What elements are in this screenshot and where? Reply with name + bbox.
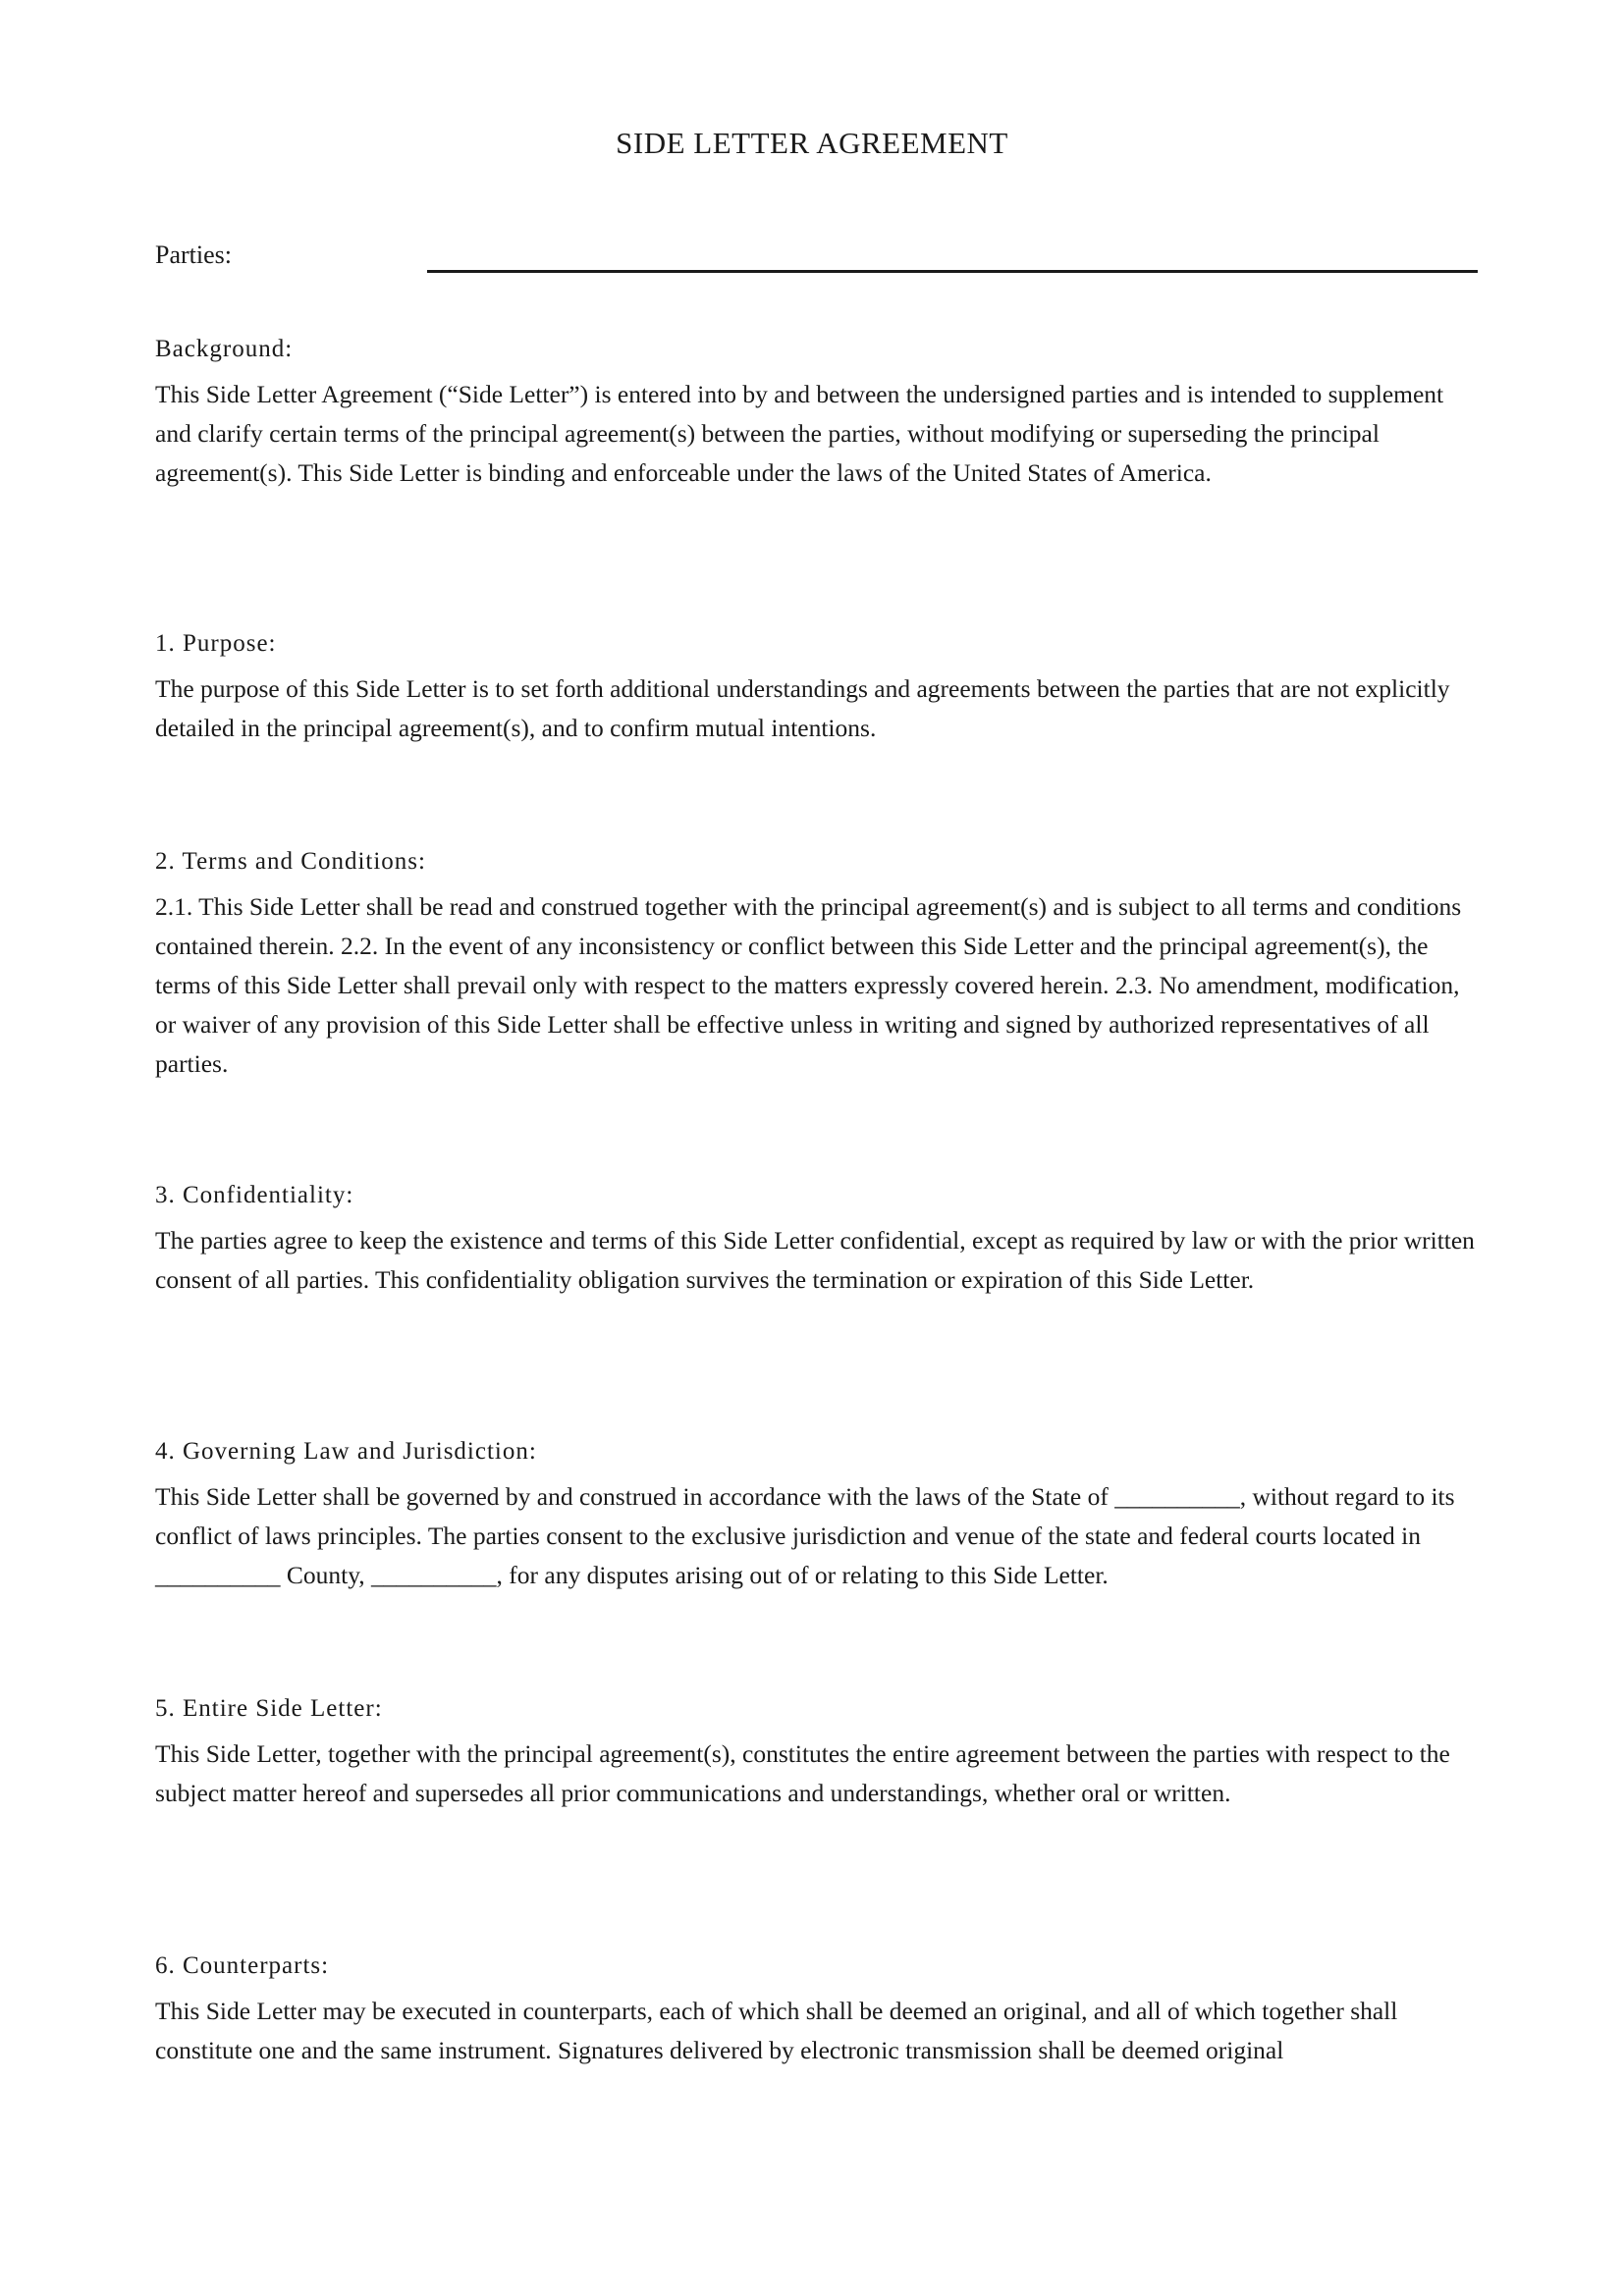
section-heading: 3. Confidentiality: xyxy=(155,1182,354,1208)
document-title: SIDE LETTER AGREEMENT xyxy=(616,126,1008,160)
section-terms-and-conditions xyxy=(155,846,1481,1084)
section-confidentiality xyxy=(155,1180,1481,1300)
parties-label: Parties: xyxy=(155,240,232,269)
section-body: 2.1. This Side Letter shall be read and construed together with the principal agreement(s) and is subject to all terms and conditions contained therein. 2.2. In the event of any inconsistency or conflict between this Side Letter and the principal agreement(s), the terms of this Side Letter shall prevail only with respect to the matters expressly covered herein. 2.3. No amendment, modification, or waiver of any provision of this Side Letter shall be effective unless in writing and signed by authorized representatives of all parties. xyxy=(155,892,1462,1078)
section-heading: 2. Terms and Conditions: xyxy=(155,848,426,875)
section-governing-law xyxy=(155,1436,1481,1595)
parties-blank-line xyxy=(427,270,1478,273)
section-body: This Side Letter shall be governed by and construed in accordance with the laws of the State of __________, without regard to its conflict of laws principles. The parties consent to the exclusive jurisdiction and venue of the state and federal courts located in __________ County, __________, for any disputes arising out of or relating to this Side Letter. xyxy=(155,1482,1455,1589)
section-counterparts xyxy=(155,1950,1481,2070)
section-heading: 5. Entire Side Letter: xyxy=(155,1695,383,1722)
section-body: This Side Letter, together with the principal agreement(s), constitutes the entire agreement between the parties with respect to the subject matter hereof and supersedes all prior communications and understandings, whether oral or written. xyxy=(155,1739,1450,1807)
section-purpose xyxy=(155,628,1481,748)
section-body: This Side Letter may be executed in counterparts, each of which shall be deemed an original, and all of which together shall constitute one and the same instrument. Signatures delivered by electronic transmission shall be deemed original xyxy=(155,1997,1398,2064)
section-heading: Background: xyxy=(155,336,294,362)
section-body: This Side Letter Agreement (“Side Letter”) is entered into by and between the undersigned parties and is intended to supplement and clarify certain terms of the principal agreement(s) between the parties, without modifying or superseding the principal agreement(s). This Side Letter is binding and enforceable under the laws of the United States of America. xyxy=(155,380,1444,487)
section-body: The parties agree to keep the existence and terms of this Side Letter confidential, except as required by law or with the prior written consent of all parties. This confidentiality obligation survives the termination or expiration of this Side Letter. xyxy=(155,1226,1475,1294)
section-heading: 1. Purpose: xyxy=(155,630,277,657)
section-heading: 4. Governing Law and Jurisdiction: xyxy=(155,1438,537,1465)
section-background xyxy=(155,334,1481,493)
parties-row xyxy=(155,240,1478,279)
section-entire-side-letter xyxy=(155,1693,1481,1813)
section-body: The purpose of this Side Letter is to set forth additional understandings and agreements between the parties that are not explicitly detailed in the principal agreement(s), and to confirm mutual intentions. xyxy=(155,674,1450,742)
section-heading: 6. Counterparts: xyxy=(155,1952,330,1979)
